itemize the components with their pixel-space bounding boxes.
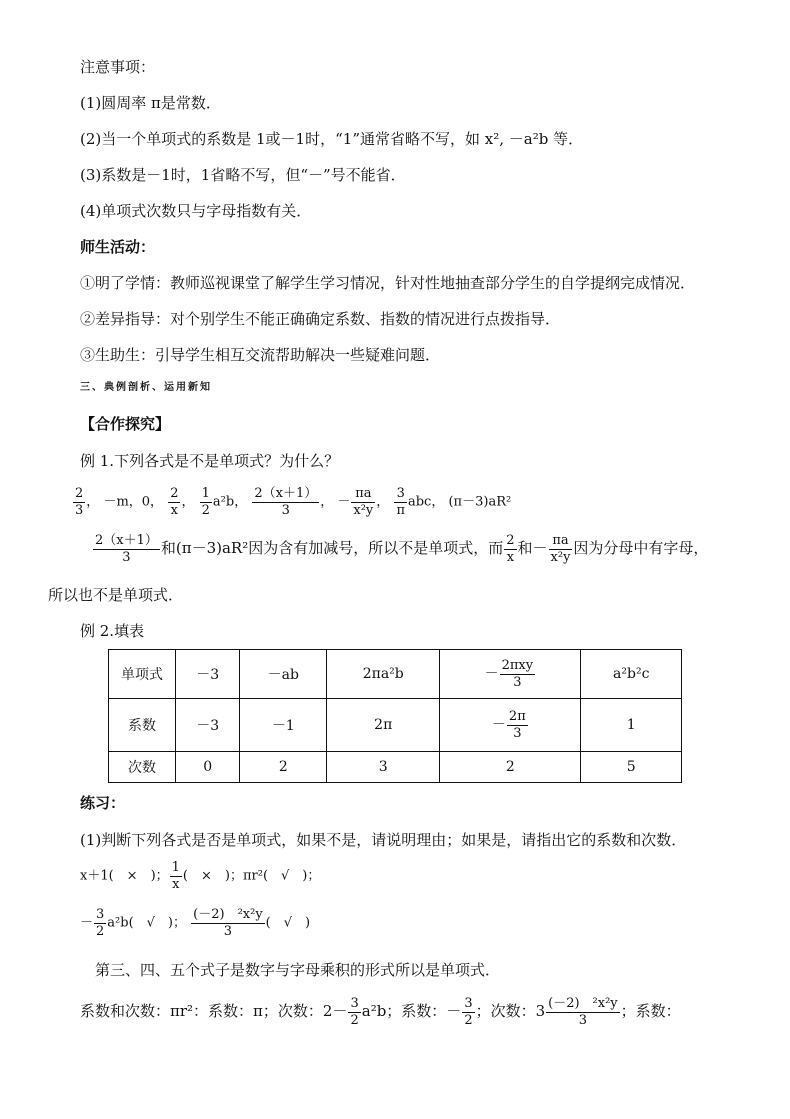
table-cell: 2πa²b [327,650,440,699]
table-cell: 0 [176,752,240,783]
notes-title: 注意事项： [80,58,156,76]
example1-title: 例 1.下列各式是不是单项式？为什么？ [80,452,340,470]
example1-answer: $\frac{2(x+1)}{3}$ 和(π－3)aR²因为含有加减号，所以不是单项式，而 $\frac{2}{x}$ 和－ $\frac{\pi a}{\text{x²y}}$ 因为分母中有字母， [95,533,709,565]
monomial-table [108,649,682,783]
practice-title: 练习： [80,794,126,812]
example1-expressions: $\frac{2}{3}$ ， －m，0， $\frac{2}{x}$ ， $\frac{1}{2}$ a²b， $\frac{2(x+1)}{3}$ ， － $\frac{\pi a}{\text{x²y}}$ ， $\frac{3}{\pi}$ abc， (π－3)aR² [75,486,512,518]
frac-2-3: $\frac{2}{3}$ [75,486,84,518]
frac-1-2: $\frac{1}{2}$ [201,486,210,518]
frac-x1-3: $\frac{2(x+1)}{3}$ [254,486,318,518]
row-label: 单项式 [109,650,176,699]
table-cell: －3 [176,650,240,699]
frac-pia-x2y: $\frac{\pi a}{\text{x²y}}$ [353,486,374,518]
practice-q1: (1)判断下列各式是否是单项式，如果不是，请说明理由；如果是，请指出它的系数和次数． [80,831,687,849]
practice-line2: － $\frac{3}{2}$ a²b( √ )； $\frac{\text{(－2) ²x²y}}{3}$ ( √ ) [80,907,311,939]
frac-3-pi: $\frac{3}{\pi}$ [396,486,405,518]
table-cell: 2 [240,752,327,783]
example2-title: 例 2.填表 [80,622,145,640]
table-row [109,752,682,783]
table-row [109,699,682,752]
table-cell: －3 [176,699,240,752]
table-cell: a²b²c [581,650,682,699]
table-cell: 2 [440,752,581,783]
row-label: 次数 [109,752,176,783]
section-heading: 三、典例剖析、运用新知 [80,382,212,393]
table-cell: 1 [581,699,682,752]
table-cell: － $\frac{2\pi}{3}$ [440,699,581,752]
table-cell: 5 [581,752,682,783]
note-item-2: (2)当一个单项式的系数是 1或－1时，“1”通常省略不写，如 x², －a²b 等． [80,130,584,148]
practice-answer: 系数和次数：πr²：系数：π；次数：2－ $\frac{3}{2}$ a²b；系数：－ $\frac{3}{2}$ ；次数：3 $\frac{\text{(－2) ²x²y}}{3}$ ；系数： [80,996,681,1028]
activity-item-3: ③生助生：引导学生相互交流帮助解决一些疑难问题． [80,346,441,364]
activity-item-1: ①明了学情：教师巡视课堂了解学生学习情况，针对性地抽查部分学生的自学提纲完成情况． [80,274,696,292]
row-label: 系数 [109,699,176,752]
frac-2-x: $\frac{2}{x}$ [170,486,179,518]
table-cell: －1 [240,699,327,752]
table-row [109,650,682,699]
activity-title: 师生活动： [80,238,156,256]
example1-answer-line2: 所以也不是单项式． [48,586,184,604]
table-cell: － $\frac{\text{2πxy}}{3}$ [440,650,581,699]
coop-heading: 【合作探究】 [80,415,171,433]
note-item-1: (1)圆周率 π是常数． [80,94,221,112]
note-item-4: (4)单项式次数只与字母指数有关． [80,202,312,220]
activity-item-2: ②差异指导：对个别学生不能正确确定系数、指数的情况进行点拨指导． [80,310,561,328]
table-cell: 2π [327,699,440,752]
practice-line1: x＋1( × )； $\frac{1}{x}$ ( × )；πr²( √ )； [80,860,321,892]
table-cell: 3 [327,752,440,783]
note-item-3: (3)系数是－1时，1省略不写，但“－”号不能省． [80,166,406,184]
practice-explain: 第三、四、五个式子是数字与字母乘积的形式所以是单项式． [95,961,501,979]
table-cell: －ab [240,650,327,699]
